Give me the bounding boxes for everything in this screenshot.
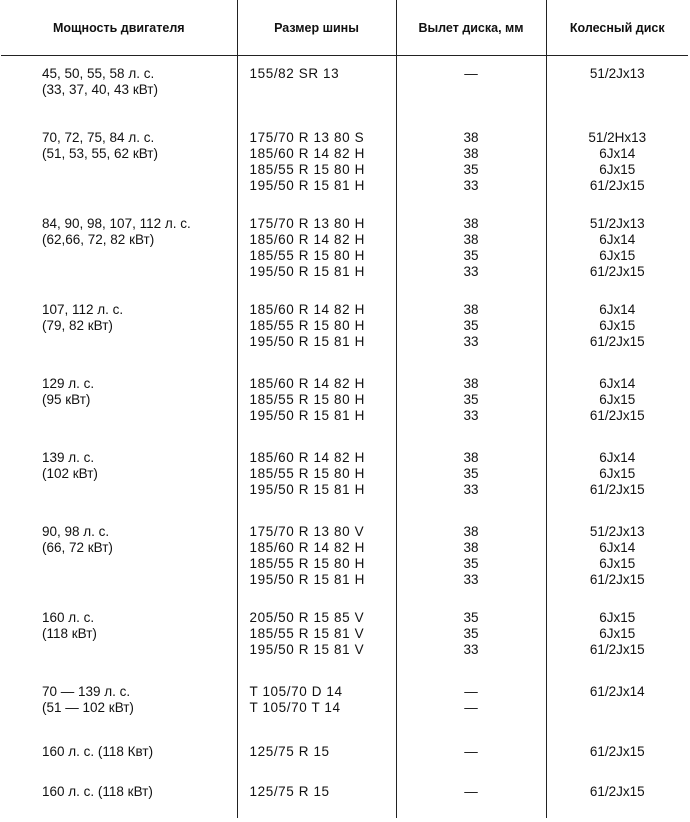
wheel-rim-value: 61/2Jx15 [589, 783, 645, 799]
tire-size-line: 195/50 R 15 81 H [249, 571, 365, 587]
wheel-offset-value: 33 [463, 481, 479, 497]
engine-power-line: (62,66, 72, 82 кВт) [42, 231, 155, 247]
wheel-rim-cell [546, 674, 688, 734]
wheel-offset-cell [396, 514, 546, 600]
wheel-offset-value: 35 [463, 391, 479, 407]
engine-power-cell [1, 440, 237, 514]
wheel-offset-cell [396, 674, 546, 734]
wheel-rim-cell [546, 600, 688, 674]
tire-size-line: 185/60 R 14 82 H [249, 145, 365, 161]
engine-power-line: 84, 90, 98, 107, 112 л. с. [42, 215, 191, 231]
tire-size-cell [237, 674, 396, 734]
engine-power-line: 139 л. с. [42, 449, 95, 465]
wheel-offset-cell [396, 366, 546, 440]
engine-power-cell [1, 600, 237, 674]
wheel-rim-value: 6Jx15 [599, 555, 636, 571]
wheel-rim-value: 61/2Jx15 [589, 481, 645, 497]
tire-size-line: T 105/70 D 14 [249, 683, 343, 699]
tire-size-cell [237, 774, 396, 818]
wheel-rim-cell [546, 440, 688, 514]
wheel-rim-value: 6Jx15 [599, 609, 636, 625]
engine-power-cell [1, 774, 237, 818]
header-wheel-offset: Вылет диска, мм [396, 0, 546, 56]
wheel-rim-value: 6Jx15 [599, 625, 636, 641]
engine-power-line: (51 — 102 кВт) [42, 699, 134, 715]
engine-power-line: 70 — 139 л. с. [42, 683, 131, 699]
engine-power-line: 160 л. с. (118 кВт) [42, 783, 153, 799]
wheel-offset-value: 38 [463, 375, 479, 391]
tire-size-line: 185/60 R 14 82 H [249, 539, 365, 555]
tire-size-line: 185/55 R 15 80 H [249, 161, 365, 177]
wheel-rim-value: 6Jx14 [599, 231, 636, 247]
wheel-offset-value: — [464, 66, 478, 81]
wheel-offset-cell [396, 120, 546, 206]
tire-size-line: 125/75 R 15 [249, 783, 330, 799]
table-row [1, 366, 688, 440]
wheel-rim-value: 61/2Jx15 [589, 571, 645, 587]
wheel-offset-value: 33 [463, 571, 479, 587]
tire-size-line: 185/55 R 15 80 H [249, 465, 365, 481]
table-row [1, 514, 688, 600]
wheel-rim-cell [546, 292, 688, 366]
wheel-rim-value: 61/2Jx15 [589, 263, 645, 279]
wheel-rim-value: 6Jx14 [599, 301, 636, 317]
table-header [1, 0, 688, 56]
wheel-rim-value: 61/2Jx15 [589, 333, 645, 349]
tire-size-line: 185/60 R 14 82 H [249, 231, 365, 247]
tire-size-line: 185/60 R 14 82 H [249, 375, 365, 391]
wheel-offset-value: — [464, 783, 478, 799]
table-row [1, 774, 688, 818]
tire-size-line: 195/50 R 15 81 H [249, 333, 365, 349]
wheel-offset-cell [396, 734, 546, 774]
tire-size-line: 195/50 R 15 81 V [249, 641, 365, 657]
wheel-rim-value: 6Jx14 [599, 539, 636, 555]
tire-size-cell [237, 120, 396, 206]
tire-size-line: 185/55 R 15 81 V [249, 625, 365, 641]
wheel-offset-value: 38 [463, 129, 479, 145]
wheel-rim-value: 51/2Jx13 [589, 215, 645, 231]
tire-size-cell [237, 366, 396, 440]
wheel-rim-cell [546, 120, 688, 206]
wheel-rim-value: 6Jx14 [599, 375, 636, 391]
table-row [1, 674, 688, 734]
wheel-offset-cell [396, 600, 546, 674]
tire-size-line: 195/50 R 15 81 H [249, 177, 365, 193]
header-engine-power: Мощность двигателя [1, 0, 237, 56]
tire-size-line: 175/70 R 13 80 S [249, 129, 365, 145]
wheel-offset-value: — [464, 699, 478, 715]
tire-size-line: 195/50 R 15 81 H [249, 407, 365, 423]
engine-power-cell [1, 292, 237, 366]
wheel-rim-value: 6Jx15 [599, 465, 636, 481]
wheel-offset-cell [396, 774, 546, 818]
wheel-rim-value: 61/2Jx14 [589, 683, 645, 699]
engine-power-line: 70, 72, 75, 84 л. с. [42, 129, 155, 145]
engine-power-cell [1, 514, 237, 600]
wheel-offset-value: 35 [463, 555, 479, 571]
tire-size-line: 205/50 R 15 85 V [249, 609, 365, 625]
tire-size-line: 195/50 R 15 81 H [249, 263, 365, 279]
engine-power-line: (33, 37, 40, 43 кВт) [42, 82, 158, 97]
engine-power-line: 45, 50, 55, 58 л. с. [42, 66, 155, 81]
wheel-offset-value: 38 [463, 301, 479, 317]
tire-size-cell [237, 600, 396, 674]
wheel-rim-cell [546, 734, 688, 774]
wheel-offset-cell [396, 56, 546, 120]
wheel-rim-value: 61/2Jx15 [589, 641, 645, 657]
tire-size-line: 185/55 R 15 80 H [249, 555, 365, 571]
wheel-offset-value: — [464, 743, 478, 759]
engine-power-cell [1, 674, 237, 734]
engine-power-line: (51, 53, 55, 62 кВт) [42, 145, 158, 161]
header-wheel-rim: Колесный диск [546, 0, 688, 56]
table-body [1, 56, 688, 818]
engine-power-cell [1, 120, 237, 206]
tire-size-cell [237, 514, 396, 600]
wheel-rim-value: 61/2Jx15 [589, 177, 645, 193]
tire-size-line: T 105/70 T 14 [249, 699, 341, 715]
table-row [1, 120, 688, 206]
wheel-offset-cell [396, 440, 546, 514]
wheel-offset-value: 35 [463, 161, 479, 177]
engine-power-line: 90, 98 л. с. [42, 523, 110, 539]
engine-power-line: (102 кВт) [42, 465, 98, 481]
wheel-rim-cell [546, 774, 688, 818]
wheel-rim-value: 61/2Jx15 [589, 407, 645, 423]
tire-size-line: 185/60 R 14 82 H [249, 449, 365, 465]
table-row [1, 292, 688, 366]
engine-power-line: (79, 82 кВт) [42, 317, 113, 333]
wheel-offset-cell [396, 206, 546, 292]
wheel-offset-value: 33 [463, 177, 479, 193]
wheel-offset-value: 38 [463, 145, 479, 161]
wheel-rim-cell [546, 206, 688, 292]
table-row [1, 206, 688, 292]
engine-power-line: (118 кВт) [42, 625, 97, 641]
tire-size-line: 195/50 R 15 81 H [249, 481, 365, 497]
tire-size-line: 125/75 R 15 [249, 743, 330, 759]
tire-size-line: 155/82 SR 13 [249, 66, 340, 81]
wheel-offset-value: — [464, 683, 478, 699]
wheel-rim-value: 6Jx14 [599, 449, 636, 465]
wheel-rim-value: 51/2Jx13 [589, 66, 645, 81]
engine-power-line: (66, 72 кВт) [42, 539, 113, 555]
engine-power-line: 107, 112 л. с. [42, 301, 124, 317]
wheel-offset-value: 33 [463, 333, 479, 349]
tire-size-line: 175/70 R 13 80 H [249, 215, 365, 231]
wheel-offset-value: 35 [463, 247, 479, 263]
wheel-rim-cell [546, 366, 688, 440]
wheel-rim-value: 51/2Hx13 [588, 129, 647, 145]
table-row [1, 734, 688, 774]
wheel-rim-value: 6Jx15 [599, 161, 636, 177]
wheel-offset-value: 38 [463, 449, 479, 465]
wheel-rim-value: 61/2Jx15 [589, 743, 645, 759]
engine-power-line: 160 л. с. (118 Квт) [42, 743, 154, 759]
tire-size-cell [237, 734, 396, 774]
wheel-offset-value: 35 [463, 609, 479, 625]
wheel-rim-value: 6Jx14 [599, 145, 636, 161]
tire-size-line: 185/55 R 15 80 H [249, 247, 365, 263]
table-row [1, 440, 688, 514]
tire-size-line: 185/55 R 15 80 H [249, 391, 365, 407]
tire-size-cell [237, 206, 396, 292]
table-row [1, 56, 688, 120]
tire-size-cell [237, 56, 396, 120]
wheel-rim-cell [546, 514, 688, 600]
wheel-offset-value: 38 [463, 231, 479, 247]
tire-size-cell [237, 440, 396, 514]
tire-size-line: 175/70 R 13 80 V [249, 523, 365, 539]
tire-wheel-table [1, 0, 688, 818]
engine-power-line: 129 л. с. [42, 375, 95, 391]
wheel-offset-value: 33 [463, 407, 479, 423]
tire-size-line: 185/55 R 15 80 H [249, 317, 365, 333]
header-tire-size: Размер шины [237, 0, 396, 56]
wheel-offset-value: 35 [463, 625, 479, 641]
engine-power-cell [1, 366, 237, 440]
wheel-rim-value: 6Jx15 [599, 317, 636, 333]
wheel-offset-value: 38 [463, 215, 479, 231]
wheel-offset-value: 33 [463, 263, 479, 279]
wheel-offset-value: 35 [463, 465, 479, 481]
engine-power-line: 160 л. с. [42, 609, 95, 625]
wheel-offset-value: 38 [463, 523, 479, 539]
wheel-rim-value: 51/2Jx13 [589, 523, 645, 539]
wheel-offset-value: 35 [463, 317, 479, 333]
engine-power-cell [1, 56, 237, 120]
engine-power-cell [1, 206, 237, 292]
wheel-rim-value: 6Jx15 [599, 247, 636, 263]
wheel-offset-value: 33 [463, 641, 479, 657]
tire-size-cell [237, 292, 396, 366]
wheel-rim-cell [546, 56, 688, 120]
engine-power-cell [1, 734, 237, 774]
wheel-offset-value: 38 [463, 539, 479, 555]
wheel-rim-value: 6Jx15 [599, 391, 636, 407]
table-row [1, 600, 688, 674]
header-row [1, 0, 688, 56]
tire-size-line: 185/60 R 14 82 H [249, 301, 365, 317]
engine-power-line: (95 кВт) [42, 391, 91, 407]
wheel-offset-cell [396, 292, 546, 366]
